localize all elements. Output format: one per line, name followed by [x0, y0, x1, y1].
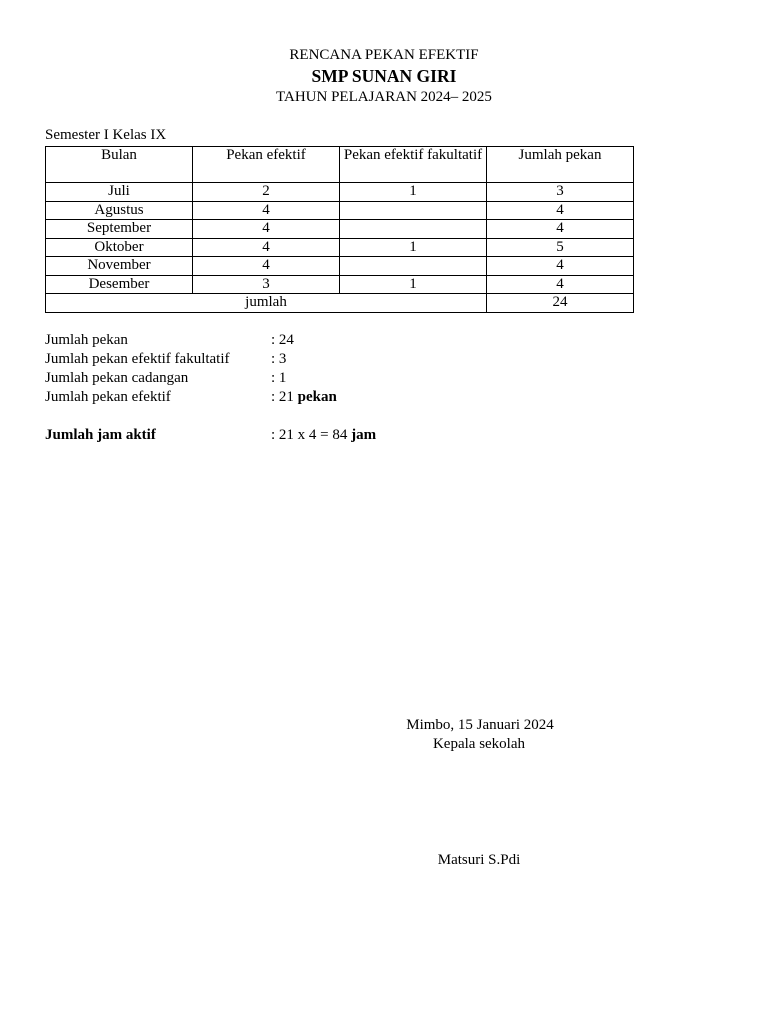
cell-fakultatif: 1 [340, 275, 487, 294]
semester-label: Semester I Kelas IX [45, 127, 167, 143]
column-header: Pekan efektif fakultatif [340, 147, 487, 183]
cell-efektif: 2 [193, 183, 340, 202]
table-total-row [46, 294, 634, 313]
cell-jumlah: 4 [487, 220, 634, 239]
table-header-row [46, 147, 634, 183]
effective-weeks-table [45, 146, 634, 313]
table-row [46, 183, 634, 202]
table-row [46, 275, 634, 294]
summary-value [271, 388, 337, 407]
cell-efektif: 4 [193, 220, 340, 239]
summary-value: : 1 [271, 370, 287, 386]
summary-value-number: : 21 [271, 389, 298, 405]
summary-section [45, 331, 376, 445]
summary-row-efektif [45, 388, 376, 407]
table-row [46, 201, 634, 220]
cell-bulan: Desember [46, 275, 193, 294]
cell-jumlah: 4 [487, 275, 634, 294]
cell-fakultatif: 1 [340, 238, 487, 257]
cell-bulan: November [46, 257, 193, 276]
cell-fakultatif [340, 257, 487, 276]
table-row [46, 220, 634, 239]
cell-jumlah: 5 [487, 238, 634, 257]
summary-label: Jumlah pekan efektif [45, 389, 171, 405]
cell-bulan: Juli [46, 183, 193, 202]
summary-value [271, 426, 376, 445]
cell-fakultatif [340, 201, 487, 220]
cell-jumlah: 3 [487, 183, 634, 202]
cell-jumlah: 4 [487, 257, 634, 276]
cell-jumlah: 4 [487, 201, 634, 220]
cell-efektif: 4 [193, 201, 340, 220]
cell-bulan: Agustus [46, 201, 193, 220]
cell-bulan: Oktober [46, 238, 193, 257]
summary-value-unit: pekan [297, 389, 337, 405]
summary-label: Jumlah pekan [45, 332, 128, 348]
total-value: 24 [487, 294, 634, 313]
total-label: jumlah [46, 294, 487, 313]
summary-row-jam-aktif [45, 426, 376, 445]
column-header: Bulan [46, 147, 193, 183]
cell-fakultatif: 1 [340, 183, 487, 202]
summary-value-number: : 21 x 4 = 84 [271, 427, 352, 443]
summary-row-cadangan [45, 369, 376, 388]
signature-role: Kepala sekolah [432, 736, 526, 752]
summary-label: Jumlah pekan efektif fakultatif [45, 351, 230, 367]
cell-fakultatif [340, 220, 487, 239]
column-header: Pekan efektif [193, 147, 340, 183]
cell-bulan: September [46, 220, 193, 239]
document-title: RENCANA PEKAN EFEKTIF [289, 47, 479, 63]
summary-value: : 3 [271, 351, 287, 367]
cell-efektif: 4 [193, 257, 340, 276]
summary-row-jumlah-pekan [45, 331, 376, 350]
summary-label: Jumlah jam aktif [45, 427, 156, 443]
column-header: Jumlah pekan [487, 147, 634, 183]
school-name: SMP SUNAN GIRI [311, 66, 457, 86]
summary-label: Jumlah pekan cadangan [45, 370, 189, 386]
academic-year: TAHUN PELAJARAN 2024– 2025 [276, 89, 492, 105]
cell-efektif: 3 [193, 275, 340, 294]
signature-name: Matsuri S.Pdi [437, 852, 521, 868]
cell-efektif: 4 [193, 238, 340, 257]
table-row [46, 257, 634, 276]
summary-value: : 24 [271, 332, 294, 348]
summary-row-fakultatif [45, 350, 376, 369]
summary-value-unit: jam [351, 427, 377, 443]
table-row [46, 238, 634, 257]
signature-place-date: Mimbo, 15 Januari 2024 [406, 717, 554, 733]
